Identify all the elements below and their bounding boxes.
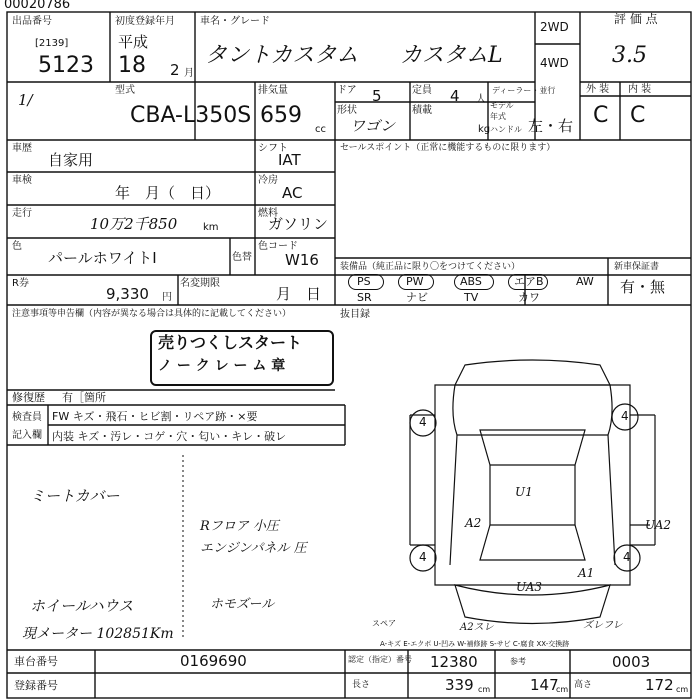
chassis-label: 車台番号 (14, 655, 58, 668)
notes-label: 注意事項等申告欄（内容が異なる場合は具体的に記載してください） (12, 309, 292, 319)
first-reg-era: 平成 (118, 33, 149, 51)
recycle-unit: 円 (162, 292, 172, 303)
name-grade-label: 車名・グレード (200, 16, 270, 27)
stats-row2b-value: 147 (530, 676, 559, 694)
form-serial-strip: 00020786 (4, 0, 71, 12)
damage-legend: A-キズ E-エクボ U-凹み W-補修跡 S-サビ C-腐食 XX-交換跡 (380, 640, 570, 648)
tire-rr-mark: 4 (623, 550, 631, 564)
model-value: CBA-L350S (130, 103, 252, 128)
tire-rl-mark: 4 (419, 550, 427, 564)
warranty-value: 有・無 (620, 278, 666, 296)
capacity-unit: 人 (476, 94, 486, 105)
doors-value: 5 (372, 87, 382, 105)
margin-mark: 1/ (18, 91, 33, 109)
interior-value: C (630, 103, 646, 128)
chassis-value: 0169690 (180, 652, 247, 670)
capacity-label: 定員 (412, 85, 432, 96)
inspector-row-2: 内装 キズ・汚レ・コゲ・穴・匂い・キレ・破レ (52, 430, 287, 443)
roof-mark: U1 (515, 485, 533, 499)
tire-fr-mark: 4 (621, 409, 629, 423)
equip-pw: PW (406, 275, 424, 288)
inspector-row-1: FW キズ・飛石・ヒビ割・リペア跡・×要 (52, 410, 258, 423)
stats-row2c-label: 高さ (574, 680, 593, 690)
interior-label: 内 装 (628, 84, 652, 95)
stamp-line-1: 売りつくしスタート (158, 333, 303, 352)
mileage-label: 走行 (12, 208, 32, 219)
equip-tv: TV (464, 291, 479, 304)
stamp-line-2: ノ ー ク レ ー ム 章 (158, 358, 286, 374)
note-5: ホモズール (210, 597, 275, 612)
note-6: 現メーター 102851Km (22, 626, 174, 642)
name-change-label: 名変期限 (180, 278, 220, 289)
capacity-value: 4 (450, 87, 460, 105)
inspection-value: 年 月（ 日） (115, 184, 221, 202)
note-4: ホイールハウス (30, 597, 134, 615)
history-label: 車歴 (12, 143, 32, 154)
displacement-unit: cc (315, 124, 326, 135)
equip-leather: カワ (518, 291, 540, 304)
door-left-mark: A2 (465, 516, 482, 530)
equip-sr: SR (357, 291, 372, 304)
recycle-label: R券 (12, 278, 29, 289)
exterior-value: C (593, 103, 609, 128)
color-change-label: 色替 (232, 252, 252, 263)
trunk-mark: UA3 (516, 580, 543, 594)
stats-row2-unit: cm (478, 685, 491, 694)
equip-aw: AW (576, 275, 594, 288)
equip-ps: PS (357, 275, 371, 288)
name-change-value: 月 日 (276, 285, 322, 303)
history-value: 自家用 (48, 151, 94, 169)
displacement-label: 排気量 (258, 85, 288, 96)
doors-label: ドア (337, 85, 357, 96)
note-1: ミートカバー (30, 487, 120, 505)
fuel-label: 燃料 (258, 208, 278, 219)
stats-row2c-unit: cm (676, 685, 689, 694)
grade-value: 3.5 (612, 43, 647, 68)
inspection-label: 車検 (12, 175, 32, 186)
load-label: 積載 (412, 105, 432, 116)
body-type-label: 形状 (337, 105, 357, 116)
handle-value: 左・右 (528, 117, 574, 135)
color-label: 色 (12, 241, 22, 252)
recycle-value: 9,330 (106, 285, 149, 303)
excerpt-label: 抜目録 (340, 309, 370, 320)
bumper-left-mark: A2スレ (460, 622, 494, 633)
rear-right-mark: UA2 (645, 518, 672, 532)
fuel-value: ガソリン (268, 215, 329, 233)
repair-label: 修復歴 (12, 391, 45, 404)
inspector-label-2: 記入欄 (12, 430, 42, 441)
rear-panel-mark: A1 (578, 566, 595, 580)
stats-row1b-value: 0003 (612, 653, 651, 671)
lot-number: 5123 (38, 53, 94, 78)
ac-label: 冷房 (258, 175, 278, 186)
equipment-label: 装備品（純正品に限り〇をつけてください） (340, 262, 521, 272)
first-reg-month: 2 (170, 61, 180, 79)
stats-row2c-value: 172 (645, 676, 674, 694)
car-name: タントカスタム (205, 43, 359, 68)
model-year-label: モデル年式 (490, 101, 514, 121)
lot-bracket: [2139] (35, 38, 69, 49)
displacement-value: 659 (260, 103, 302, 128)
mileage-value: 10万2千850 (90, 215, 178, 233)
inspector-label-1: 検査員 (12, 412, 42, 423)
equip-navi: ナビ (406, 291, 428, 304)
ac-value: AC (282, 184, 303, 202)
body-type-value: ワゴン (350, 117, 396, 135)
shift-label: シフト (258, 143, 288, 154)
car-grade: カスタムL (400, 43, 503, 68)
color-value: パールホワイトⅠ (48, 249, 157, 267)
first-reg-year: 18 (118, 53, 146, 78)
repair-value: 有［箇所 (62, 391, 106, 404)
equip-airbag: エアB (514, 275, 544, 288)
lot-label: 出品番号 (12, 16, 52, 27)
mileage-unit: km (203, 222, 219, 233)
drive-2wd: 2WD (540, 20, 569, 34)
stats-row2-label: 長さ (352, 680, 371, 690)
load-unit: kg (478, 124, 491, 135)
stats-row1b-label: 参考 (510, 657, 526, 666)
color-code-label: 色コード (258, 241, 298, 252)
equip-abs: ABS (460, 275, 482, 288)
tire-fl-mark: 4 (419, 415, 427, 429)
stats-row2b-unit: cm (556, 685, 569, 694)
first-reg-month-unit: 月 (184, 68, 194, 79)
color-code-value: W16 (285, 251, 319, 269)
model-label: 型式 (115, 85, 135, 96)
selling-points-label: セールスポイント（正常に機能するものに限ります） (340, 143, 556, 153)
spare-label: スペア (372, 619, 396, 628)
handle-label: ハンドル (490, 125, 522, 134)
bumper-right-mark: ズレフレ (583, 620, 623, 631)
note-3: エンジンパネル 圧 (200, 541, 307, 556)
stats-row1-value: 12380 (430, 653, 478, 671)
shift-value: IAT (278, 151, 301, 169)
reg-label: 登録番号 (14, 679, 58, 692)
first-reg-label: 初度登録年月 (115, 16, 175, 27)
dealer-label: ディーラー・並行 (492, 86, 556, 95)
exterior-label: 外 装 (586, 84, 610, 95)
stats-row1-label: 認定（指定）番号 (348, 655, 412, 664)
warranty-label: 新車保証書 (614, 262, 660, 272)
stats-row2-value: 339 (445, 676, 474, 694)
drive-4wd: 4WD (540, 56, 569, 70)
grade-label: 評 価 点 (614, 12, 658, 26)
note-2: Rフロア 小圧 (200, 519, 279, 534)
